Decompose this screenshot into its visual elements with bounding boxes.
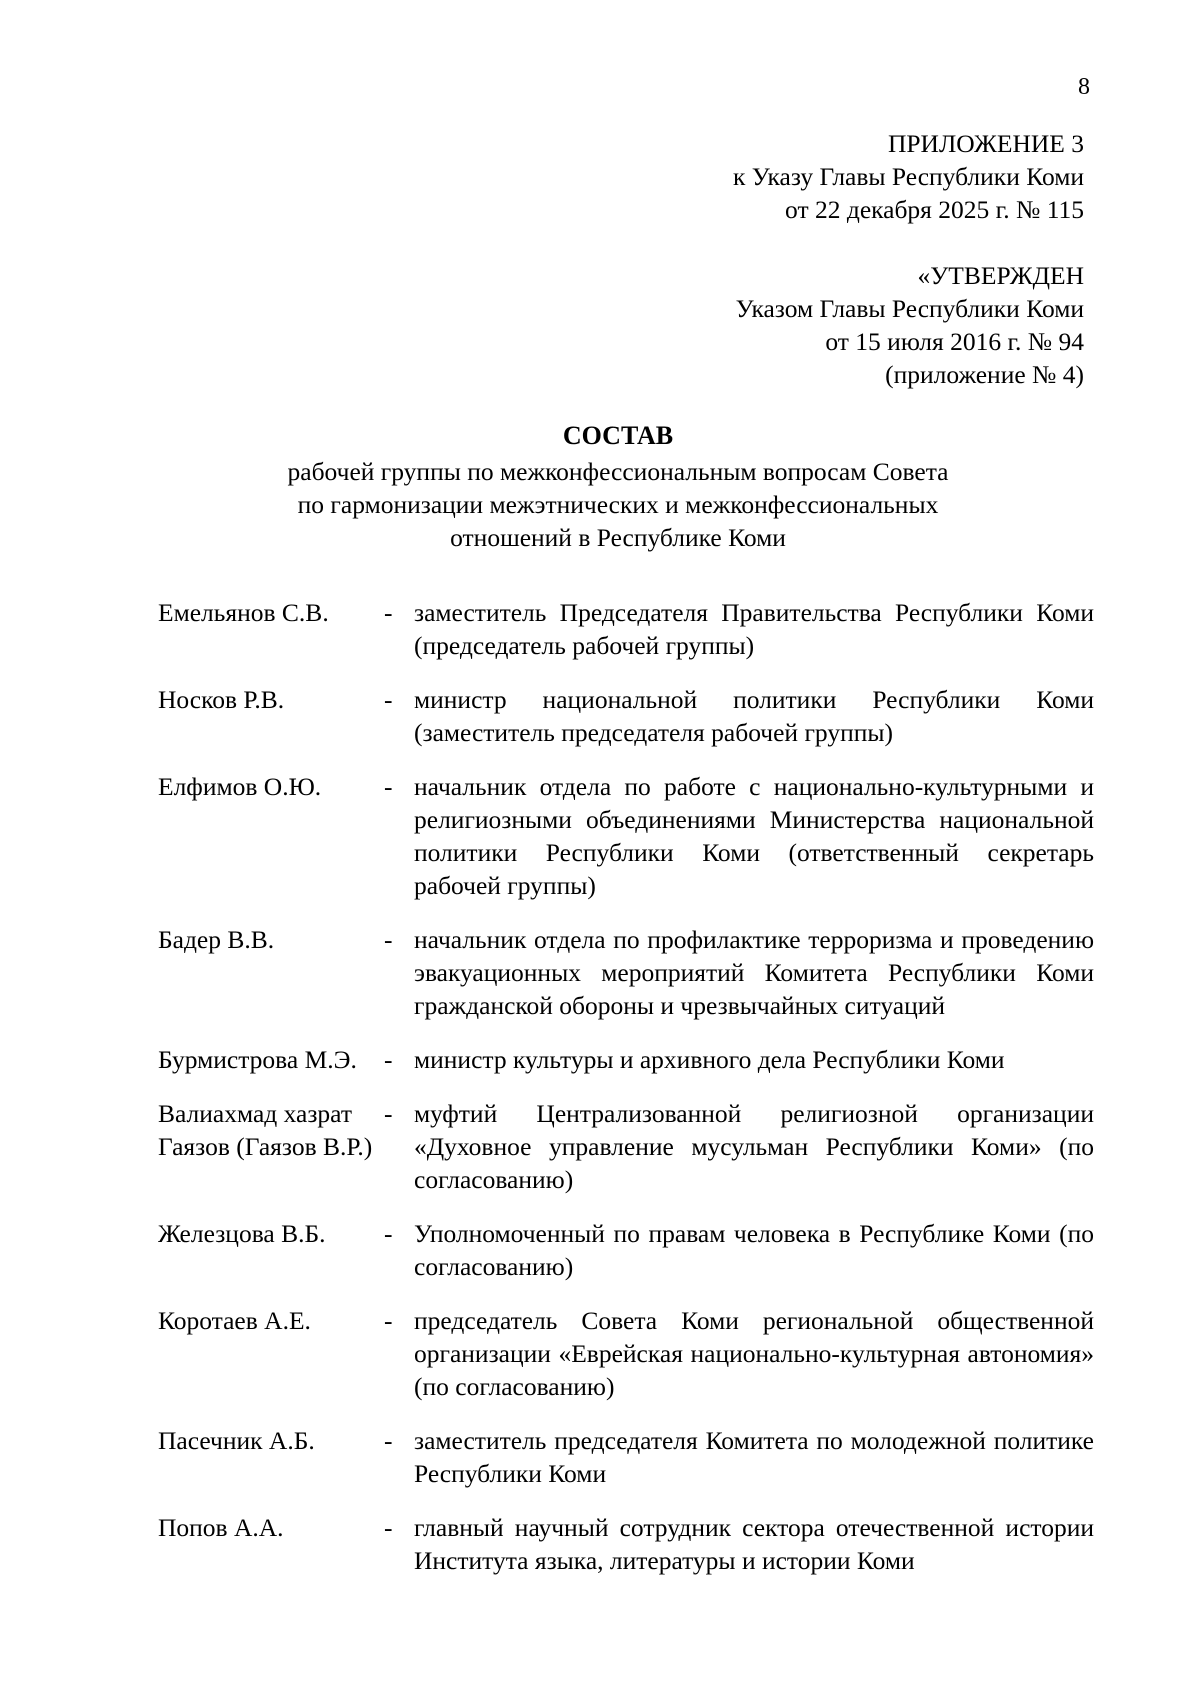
member-name: Елфимов О.Ю. [158,772,322,801]
member-name: Коротаев А.Е. [158,1306,311,1335]
member-role: Уполномоченный по правам человека в Республике Коми (по согласованию) [414,1219,1094,1281]
document-subtitle [0,455,1200,554]
member-row [158,1304,1094,1403]
approved-reference: Указом Главы Республики Коми [735,294,1084,323]
document-title: СОСТАВ [562,421,674,450]
member-role: муфтий Централизованной религиозной организации «Духовное управление мусульман Республики Коми» (по согласованию) [414,1099,1094,1194]
member-dash: - [384,598,393,627]
approved-date: от 15 июля 2016 г. № 94 [825,327,1084,356]
member-dash: - [384,1306,393,1335]
member-role: заместитель председателя Комитета по молодежной политике Республики Коми [414,1426,1094,1488]
member-row [158,596,1094,662]
member-name: Бурмистрова М.Э. [158,1045,357,1074]
member-role: главный научный сотрудник сектора отечественной истории Института языка, литературы и истории Коми [414,1513,1094,1575]
member-dash: - [384,925,393,954]
member-row [158,1511,1094,1577]
page-number: 8 [1078,74,1090,100]
members-list [158,596,1094,1598]
member-name: Попов А.А. [158,1513,284,1542]
appendix-reference: к Указу Главы Республики Коми [732,162,1084,191]
member-dash: - [384,1513,393,1542]
member-name: Железцова В.Б. [158,1219,326,1248]
member-name: Пасечник А.Б. [158,1426,315,1455]
member-name: Валиахмад хазрат Гаязов (Гаязов В.Р.) [158,1099,373,1161]
member-dash: - [384,1099,393,1128]
subtitle-line: по гармонизации межэтнических и межконфессиональных [297,490,939,519]
approved-title: «УТВЕРЖДЕН [917,261,1084,290]
approved-appendix-number: (приложение № 4) [885,360,1084,389]
member-dash: - [384,772,393,801]
member-name: Бадер В.В. [158,925,275,954]
member-dash: - [384,1045,393,1074]
subtitle-line: рабочей группы по межконфессиональным вопросам Совета [287,457,949,486]
member-row [158,1424,1094,1490]
member-name: Носков Р.В. [158,685,285,714]
member-role: начальник отдела по работе с национально-культурными и религиозными объединениями Министерства национальной политики Республики Коми (ответственный секретарь рабочей группы) [414,772,1094,900]
member-role: председатель Совета Коми региональной общественной организации «Еврейская национально-культурная автономия» (по согласованию) [414,1306,1094,1401]
member-role: начальник отдела по профилактике терроризма и проведению эвакуационных мероприятий Комитета Республики Коми гражданской обороны и чрезвычайных ситуаций [414,925,1094,1020]
member-dash: - [384,1426,393,1455]
member-dash: - [384,685,393,714]
appendix-header [733,127,1084,226]
member-role: заместитель Председателя Правительства Республики Коми (председатель рабочей группы) [414,598,1094,660]
approval-stamp-text [736,259,1084,391]
member-row [158,1097,1094,1196]
member-row [158,683,1094,749]
member-row [158,1217,1094,1283]
member-role: министр культуры и архивного дела Республики Коми [414,1045,1005,1074]
member-row [158,923,1094,1022]
member-name: Емельянов С.В. [158,598,329,627]
subtitle-line: отношений в Республике Коми [450,523,786,552]
appendix-date: от 22 декабря 2025 г. № 115 [785,195,1084,224]
member-row [158,1043,1094,1076]
member-dash: - [384,1219,393,1248]
appendix-title: ПРИЛОЖЕНИЕ 3 [887,129,1084,158]
member-row [158,770,1094,902]
member-role: министр национальной политики Республики Коми (заместитель председателя рабочей группы) [414,685,1094,747]
